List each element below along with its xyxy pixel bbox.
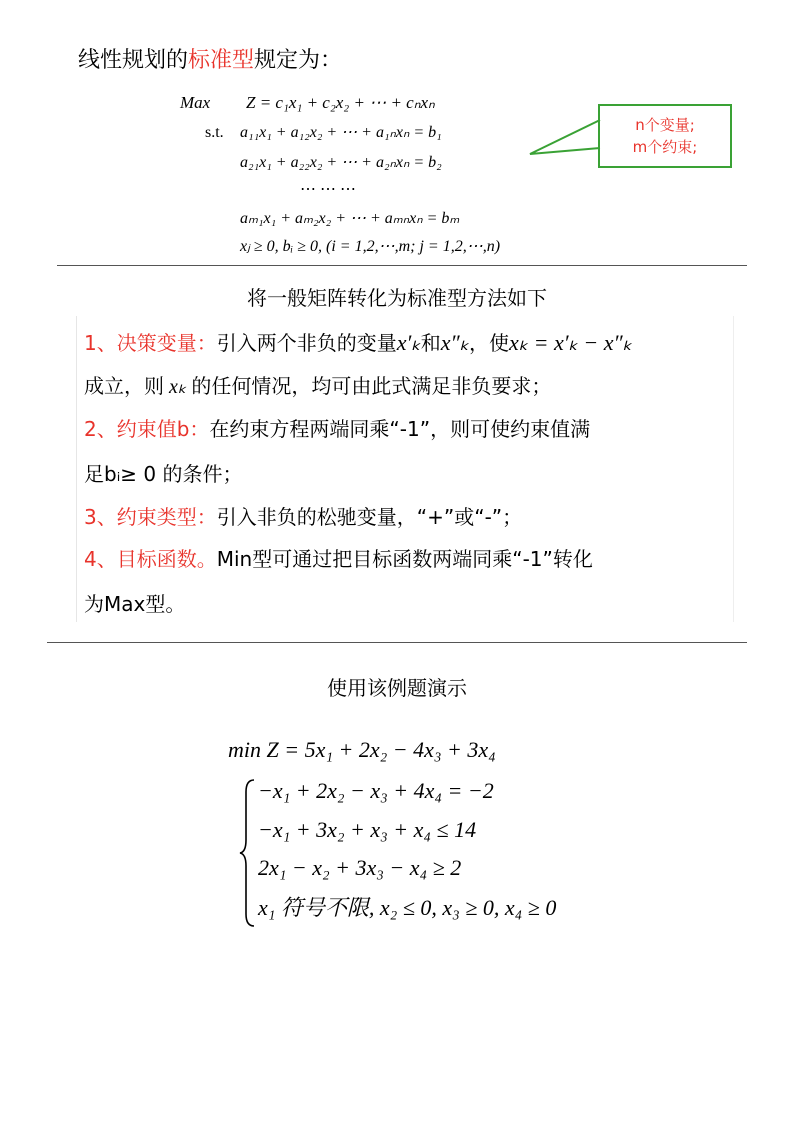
constraint-row-m: aₘ₁x₁ + aₘ₂x₂ + ⋯ + aₘₙxₙ = bₘ xyxy=(240,210,460,227)
st-label: s.t. xyxy=(205,124,224,141)
item2-text: 在约束方程两端同乘“-1”，则可使约束值满 xyxy=(209,417,591,441)
item2-cont: 足bᵢ≥ 0 的条件； xyxy=(84,462,243,486)
item3-text: 引入非负的松驰变量，“+”或“-”； xyxy=(216,505,523,529)
objective-label: Max xyxy=(180,93,211,112)
item1-and: 和 xyxy=(420,331,441,355)
note-variables: n个变量; xyxy=(635,116,695,134)
callout-pointer xyxy=(528,118,602,158)
method-title: 将一般矩阵转化为标准型方法如下 xyxy=(247,286,547,310)
constraint-row-2: a₂₁x₁ + a₂₂x₂ + ⋯ + a₂ₙxₙ = b₂ xyxy=(240,154,442,171)
constraint-ellipsis: ⋯ ⋯ ⋯ xyxy=(300,181,356,198)
method-item-4-cont xyxy=(84,590,185,619)
item1-xk: xₖ xyxy=(169,376,187,398)
constraint-row-1: a₁₁x₁ + a₁₂x₂ + ⋯ + a₁ₙxₙ = b₁ xyxy=(240,124,442,141)
method-item-2-cont xyxy=(84,460,242,489)
item2-heading: 2、约束值b： xyxy=(84,417,210,441)
item4-cont: 为Max型。 xyxy=(84,592,186,616)
item1-cont2: 的任何情况，均可由此式满足非负要求； xyxy=(191,374,552,398)
nonnegativity-row: xⱼ ≥ 0, bᵢ ≥ 0, (i = 1,2,⋯,m; j = 1,2,⋯,n) xyxy=(240,238,501,255)
method-item-2 xyxy=(84,415,590,444)
example-constraint-2: −x₁ + 3x₂ + x₃ + x₄ ≤ 14 xyxy=(258,817,477,842)
item3-heading: 3、约束类型： xyxy=(84,505,217,529)
intro-heading xyxy=(78,44,342,78)
item4-heading: 4、目标函数。 xyxy=(84,547,217,571)
example-constraint-1: −x₁ + 2x₂ − x₃ + 4x₄ = −2 xyxy=(258,778,494,803)
intro-prefix: 线性规划的 xyxy=(78,48,189,73)
item1-var1: x′ₖ xyxy=(396,330,421,355)
item1-text-b: ，使 xyxy=(468,331,509,355)
method-item-1-cont xyxy=(84,372,551,401)
divider-1 xyxy=(57,265,747,266)
objective-expression: Z = c₁x₁ + c₂x₂ + ⋯ + cₙxₙ xyxy=(246,93,435,112)
item1-cont: 成立，则 xyxy=(84,374,164,398)
item1-text: 引入两个非负的变量 xyxy=(216,331,397,355)
example-title: 使用该例题演示 xyxy=(327,676,467,700)
intro-suffix: 规定为： xyxy=(254,48,343,73)
method-item-3 xyxy=(84,503,522,532)
divider-2 xyxy=(47,642,747,643)
item1-equation: xₖ = x′ₖ − x″ₖ xyxy=(508,330,633,355)
note-constraints: m个约束; xyxy=(632,138,698,156)
intro-highlight: 标准型 xyxy=(188,48,255,73)
method-item-4 xyxy=(84,545,593,574)
example-constraint-3: 2x₁ − x₂ + 3x₃ − x₄ ≥ 2 xyxy=(258,855,462,880)
example-objective: min Z = 5x₁ + 2x₂ − 4x₃ + 3x₄ xyxy=(228,737,496,762)
item1-var2: x″ₖ xyxy=(440,330,469,355)
item1-heading: 1、决策变量： xyxy=(84,331,217,355)
item4-text: Min型可通过把目标函数两端同乘“-1”转化 xyxy=(216,547,593,571)
note-callout xyxy=(598,104,732,168)
constraint-brace xyxy=(238,778,258,928)
method-item-1 xyxy=(84,329,632,358)
example-constraint-4: x₁ 符号不限, x₂ ≤ 0, x₃ ≥ 0, x₄ ≥ 0 xyxy=(258,895,557,920)
